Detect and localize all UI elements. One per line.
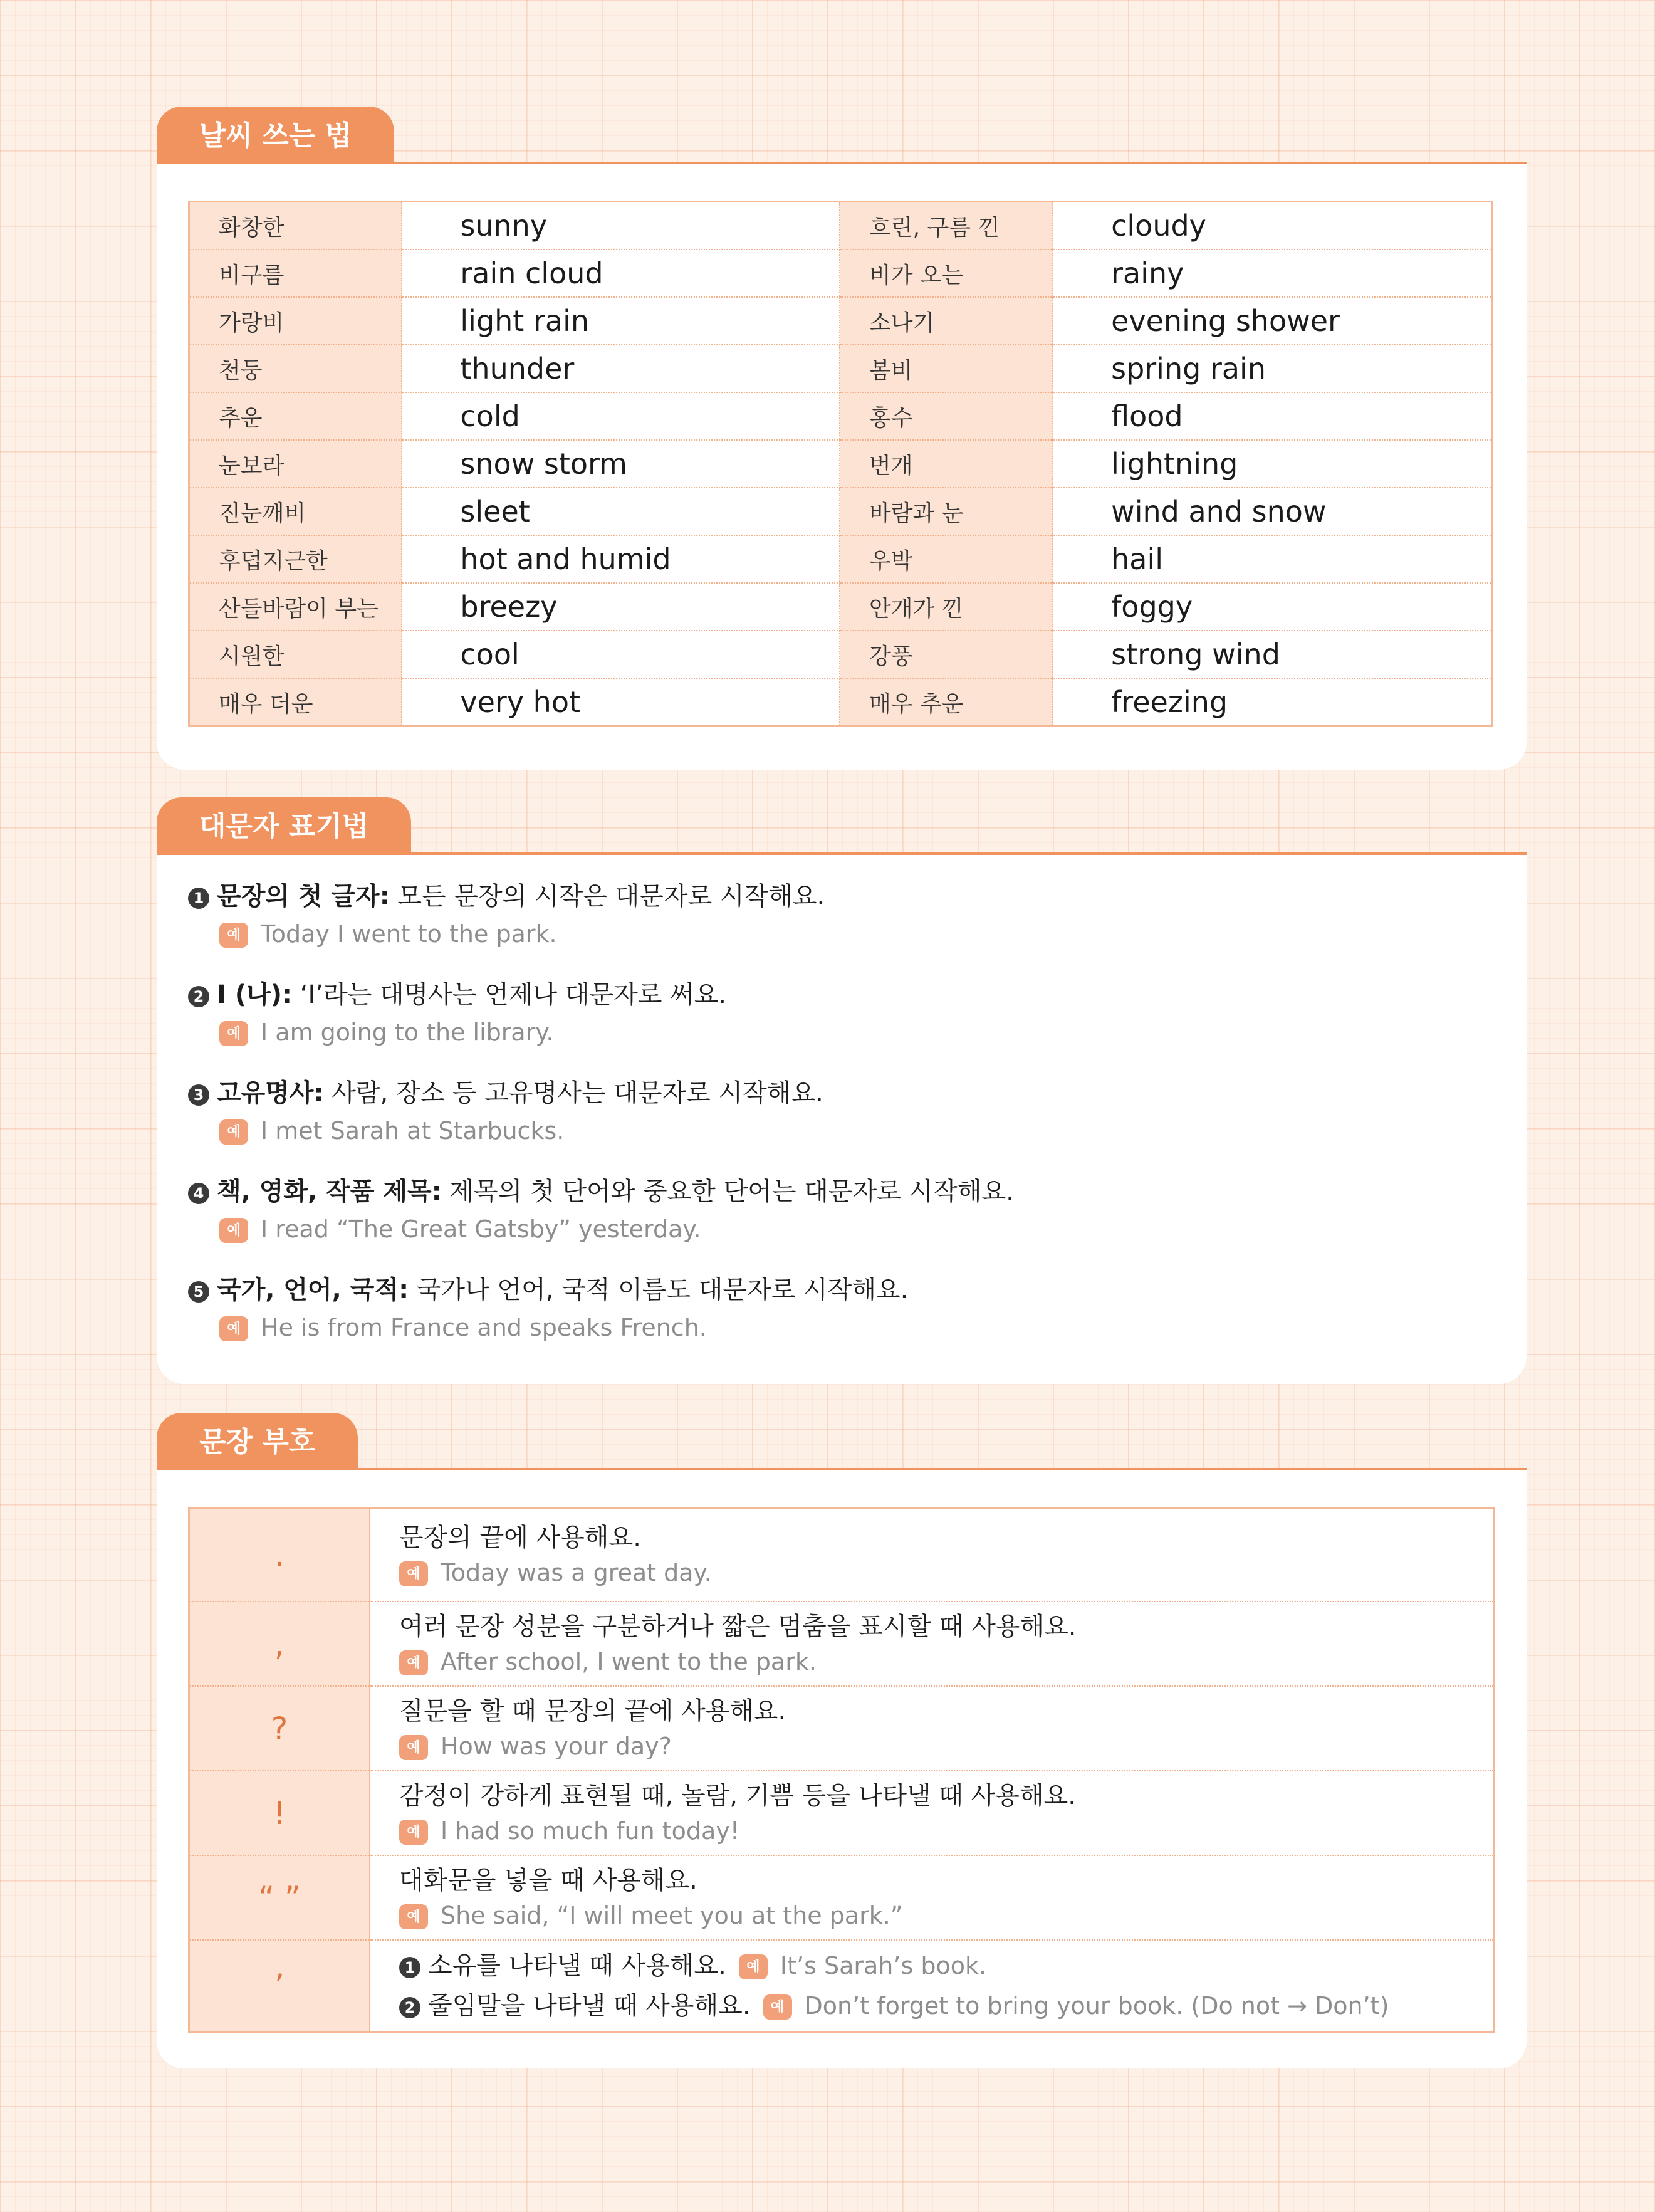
capital-card <box>157 852 1527 1384</box>
capital-rule <box>188 878 825 953</box>
rule-title <box>188 1173 1014 1210</box>
punct-example-line <box>399 1898 1493 1933</box>
weather-korean: 후덥지근한 <box>189 535 402 583</box>
weather-english: sunny <box>402 202 840 250</box>
weather-english: hail <box>1053 535 1491 583</box>
capital-rule <box>188 1173 1014 1248</box>
weather-row <box>189 678 1492 726</box>
weather-korean: 우박 <box>840 535 1053 583</box>
weather-korean: 소나기 <box>840 297 1053 345</box>
weather-row <box>189 535 1492 583</box>
punct-example-line <box>399 1644 1493 1679</box>
punct-example: After school, I went to the park. <box>441 1647 817 1675</box>
weather-korean: 바람과 눈 <box>840 488 1053 535</box>
punct-desc-cell <box>370 1508 1495 1602</box>
weather-korean: 매우 더운 <box>189 678 402 726</box>
weather-korean: 가랑비 <box>189 297 402 345</box>
weather-english: light rain <box>402 297 840 345</box>
capital-rule <box>188 976 726 1051</box>
weather-english: wind and snow <box>1053 488 1491 535</box>
weather-korean: 산들바람이 부는 <box>189 583 402 631</box>
punct-tab: 문장 부호 <box>157 1413 358 1469</box>
weather-korean: 시원한 <box>189 631 402 678</box>
punct-desc-cell <box>370 1686 1495 1771</box>
punct-example: Today was a great day. <box>441 1558 712 1586</box>
weather-english: very hot <box>402 678 840 726</box>
punct-row <box>189 1855 1495 1940</box>
rule-example: I met Sarah at Starbucks. <box>261 1117 565 1145</box>
punct-desc: 여러 문장 성분을 구분하거나 짧은 멈춤을 표시할 때 사용해요. <box>399 1612 1077 1641</box>
punct-row-apostrophe <box>189 1940 1495 2032</box>
rule-example: Today I went to the park. <box>261 920 557 948</box>
number-icon: 5 <box>188 1281 209 1303</box>
rule-heading: 고유명사: <box>217 1079 324 1108</box>
weather-korean: 강풍 <box>840 631 1053 678</box>
apostrophe-use <box>399 1946 1493 1986</box>
weather-row <box>189 392 1492 440</box>
example-icon: 예 <box>219 1218 248 1243</box>
weather-row <box>189 488 1492 535</box>
rule-heading: 국가, 언어, 국적: <box>217 1276 409 1304</box>
apostrophe-desc: 줄임말을 나타낼 때 사용해요. <box>428 1991 751 2020</box>
weather-korean: 홍수 <box>840 392 1053 440</box>
apostrophe-example-group <box>763 1992 1389 2020</box>
example-icon: 예 <box>399 1904 428 1929</box>
punct-example-line <box>399 1813 1493 1848</box>
example-icon: 예 <box>399 1650 428 1675</box>
punct-desc-cell <box>370 1855 1495 1940</box>
weather-korean: 안개가 낀 <box>840 583 1053 631</box>
punct-desc: 질문을 할 때 문장의 끝에 사용해요. <box>399 1696 786 1726</box>
capital-rule <box>188 1074 823 1150</box>
weather-table <box>188 201 1493 727</box>
weather-korean: 비구름 <box>189 249 402 297</box>
weather-korean: 비가 오는 <box>840 249 1053 297</box>
weather-row <box>189 249 1492 297</box>
rule-example-line <box>188 1309 908 1346</box>
example-icon: 예 <box>763 1994 792 2020</box>
weather-english: cold <box>402 392 840 440</box>
weather-english: sleet <box>402 488 840 535</box>
weather-english: snow storm <box>402 440 840 488</box>
weather-english: breezy <box>402 583 840 631</box>
punct-row <box>189 1686 1495 1771</box>
apostrophe-example: Don’t forget to bring your book. (Do not → Don’t) <box>804 1992 1389 2020</box>
punct-example: I had so much fun today! <box>441 1816 740 1845</box>
weather-row <box>189 631 1492 678</box>
punct-example: How was your day? <box>441 1732 672 1760</box>
weather-row <box>189 583 1492 631</box>
weather-english: thunder <box>402 345 840 392</box>
punct-desc: 대화문을 넣을 때 사용해요. <box>399 1865 697 1895</box>
capital-rule <box>188 1271 908 1346</box>
weather-card <box>157 162 1527 770</box>
rule-example-line <box>188 915 825 953</box>
rule-example: I am going to the library. <box>261 1019 554 1046</box>
weather-english: lightning <box>1053 440 1491 488</box>
rule-title <box>188 878 825 915</box>
punct-desc-cell <box>370 1601 1495 1686</box>
weather-english: cool <box>402 631 840 678</box>
example-icon: 예 <box>399 1735 428 1760</box>
weather-english: strong wind <box>1053 631 1491 678</box>
weather-korean: 화창한 <box>189 202 402 250</box>
rule-example-line <box>188 1210 1014 1248</box>
rule-example-line <box>188 1112 823 1150</box>
apostrophe-example-group <box>739 1952 986 1979</box>
weather-english: rainy <box>1053 249 1491 297</box>
number-icon: 2 <box>399 1997 420 2018</box>
rule-example-line <box>188 1014 726 1051</box>
rule-text: 사람, 장소 등 고유명사는 대문자로 시작해요. <box>323 1079 823 1108</box>
weather-english: rain cloud <box>402 249 840 297</box>
punct-example: She said, “I will meet you at the park.” <box>441 1901 903 1929</box>
rule-example: He is from France and speaks French. <box>261 1314 707 1341</box>
example-icon: 예 <box>219 923 248 948</box>
weather-korean: 봄비 <box>840 345 1053 392</box>
rule-text: 제목의 첫 단어와 중요한 단어는 대문자로 시작해요. <box>441 1177 1014 1206</box>
weather-row <box>189 202 1492 250</box>
punct-row <box>189 1601 1495 1686</box>
example-icon: 예 <box>219 1316 248 1341</box>
punct-symbol: . <box>189 1508 370 1602</box>
punct-symbol: ? <box>189 1686 370 1771</box>
punct-desc: 감정이 강하게 표현될 때, 놀람, 기쁨 등을 나타낼 때 사용해요. <box>399 1781 1076 1810</box>
weather-korean: 추운 <box>189 392 402 440</box>
punct-example-line <box>399 1729 1493 1764</box>
punct-row <box>189 1508 1495 1602</box>
capital-tab: 대문자 표기법 <box>157 797 411 854</box>
rule-title <box>188 976 726 1014</box>
weather-row <box>189 440 1492 488</box>
weather-korean: 흐린, 구름 낀 <box>840 202 1053 250</box>
rule-text: 국가나 언어, 국적 이름도 대문자로 시작해요. <box>409 1276 909 1304</box>
number-icon: 1 <box>188 888 209 909</box>
number-icon: 3 <box>188 1084 209 1106</box>
weather-row <box>189 297 1492 345</box>
punct-symbol: , <box>189 1601 370 1686</box>
apostrophe-use <box>399 1986 1493 2026</box>
example-icon: 예 <box>399 1820 428 1845</box>
weather-korean: 진눈깨비 <box>189 488 402 535</box>
rule-text: ‘I’라는 대명사는 언제나 대문자로 써요. <box>292 980 727 1009</box>
rule-title <box>188 1271 908 1309</box>
apostrophe-example: It’s Sarah’s book. <box>780 1952 987 1979</box>
rule-heading: I (나): <box>217 980 293 1009</box>
punct-row <box>189 1771 1495 1855</box>
weather-english: spring rain <box>1053 345 1491 392</box>
weather-korean: 매우 추운 <box>840 678 1053 726</box>
punct-desc: 문장의 끝에 사용해요. <box>399 1523 641 1552</box>
punct-card <box>157 1468 1527 2068</box>
punct-example-line <box>399 1555 1493 1590</box>
punct-table <box>188 1507 1495 2033</box>
example-icon: 예 <box>219 1119 248 1145</box>
example-icon: 예 <box>739 1954 768 1979</box>
punct-symbol: “ ” <box>189 1855 370 1940</box>
punct-desc-cell <box>370 1940 1495 2032</box>
weather-english: freezing <box>1053 678 1491 726</box>
weather-english: foggy <box>1053 583 1491 631</box>
example-icon: 예 <box>219 1021 248 1046</box>
weather-english: evening shower <box>1053 297 1491 345</box>
weather-korean: 눈보라 <box>189 440 402 488</box>
weather-english: hot and humid <box>402 535 840 583</box>
rule-heading: 문장의 첫 글자: <box>217 882 390 911</box>
punct-desc-cell <box>370 1771 1495 1855</box>
weather-korean: 번개 <box>840 440 1053 488</box>
number-icon: 4 <box>188 1183 209 1204</box>
weather-english: flood <box>1053 392 1491 440</box>
number-icon: 2 <box>188 986 209 1007</box>
weather-tab: 날씨 쓰는 법 <box>157 107 394 163</box>
number-icon: 1 <box>399 1957 420 1978</box>
example-icon: 예 <box>399 1561 428 1586</box>
punct-symbol: ’ <box>189 1940 370 2032</box>
apostrophe-desc: 소유를 나타낼 때 사용해요. <box>428 1951 726 1980</box>
weather-korean: 천둥 <box>189 345 402 392</box>
rule-heading: 책, 영화, 작품 제목: <box>217 1177 442 1206</box>
weather-row <box>189 345 1492 392</box>
weather-english: cloudy <box>1053 202 1491 250</box>
rule-example: I read “The Great Gatsby” yesterday. <box>261 1215 701 1243</box>
punct-symbol: ! <box>189 1771 370 1855</box>
rule-text: 모든 문장의 시작은 대문자로 시작해요. <box>389 882 825 911</box>
rule-title <box>188 1074 823 1112</box>
